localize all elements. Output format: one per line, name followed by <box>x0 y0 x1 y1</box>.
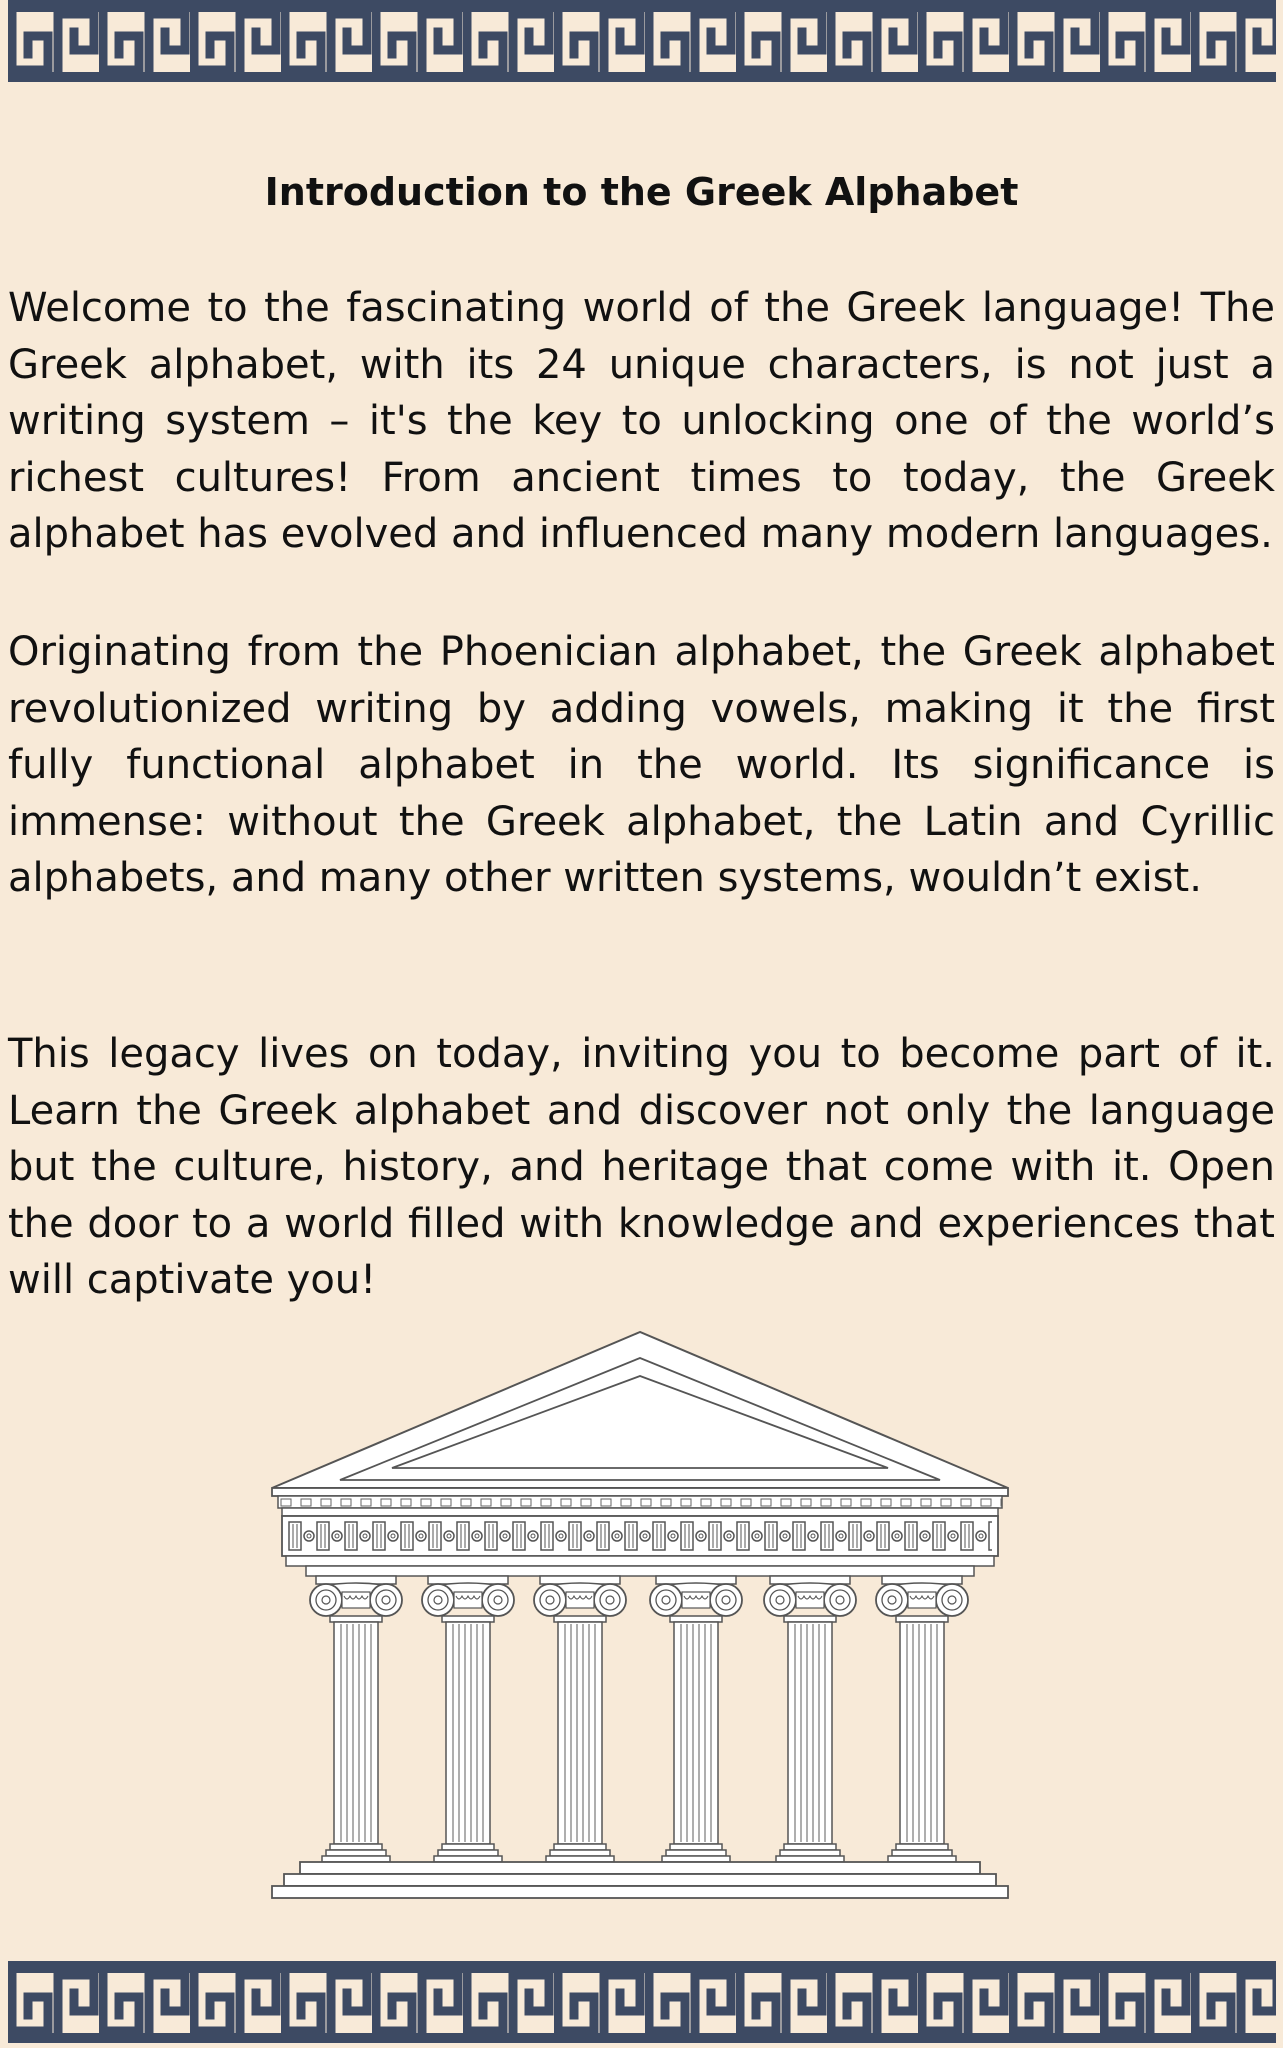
greek-temple-icon <box>270 1330 1010 1900</box>
greek-temple-illustration <box>270 1330 1010 1900</box>
greek-key-meander-icon <box>0 0 1283 95</box>
intro-paragraph-2: Originating from the Phoenician alphabet, the Greek alphabet revolutionized writing by adding vowels, making it the first fully functional alphabet in the world. Its significance is immense: without the Greek alphabet, the Latin and Cyrillic alphabets, and many other written systems, wouldn’t exist. <box>8 629 1275 901</box>
bottom-greek-key-border <box>0 1953 1283 2048</box>
top-greek-key-border <box>0 0 1283 95</box>
page-title: Introduction to the Greek Alphabet <box>264 170 1019 214</box>
greek-key-meander-icon <box>0 1953 1283 2048</box>
intro-paragraph-3: This legacy lives on today, inviting you to become part of it. Learn the Greek alphabet and discover not only the language but the culture, history, and heritage that come with it. Open the door to a world filled with knowledge and experiences that will captivate you! <box>8 1031 1275 1303</box>
intro-paragraph-1: Welcome to the fascinating world of the Greek language! The Greek alphabet, with its 24 unique characters, is not just a writing system – it's the key to unlocking one of the world’s richest cultures! From ancient times to today, the Greek alphabet has evolved and influenced many modern languages. <box>8 285 1275 557</box>
